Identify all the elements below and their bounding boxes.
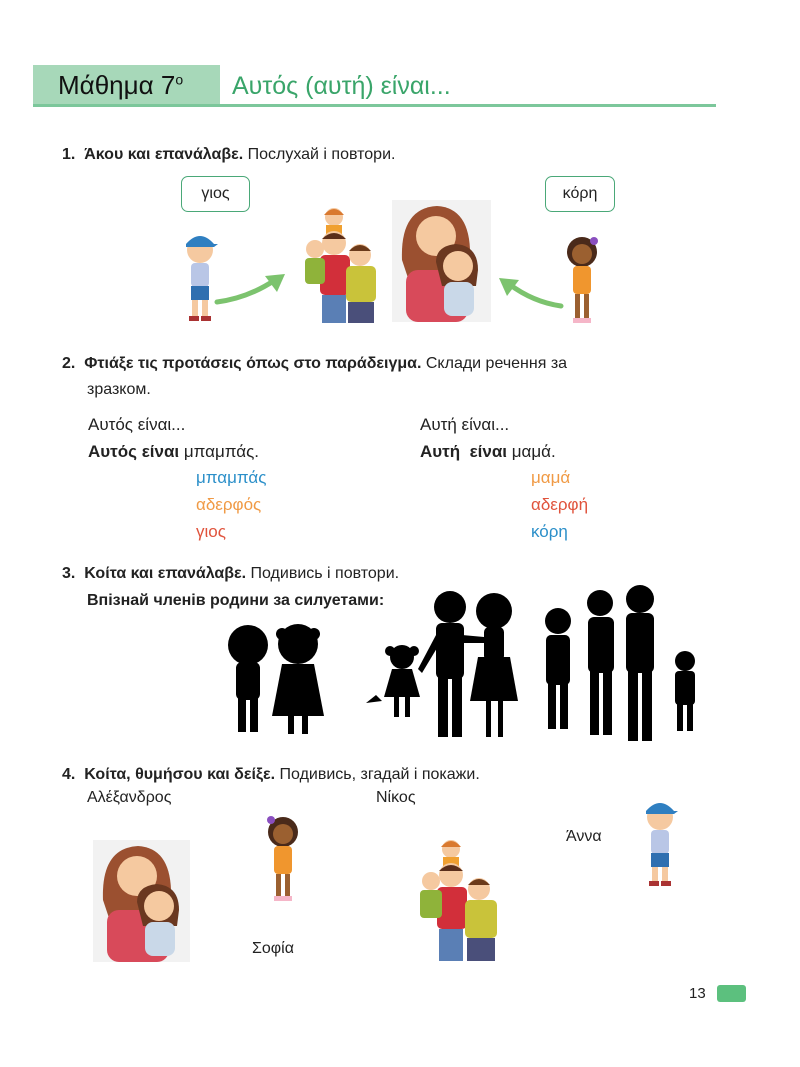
exercise-3-instruction: 3. Κοίτα και επανάλαβε. Подивись і повтори. (62, 565, 400, 582)
name-anna: Άννα (566, 828, 602, 845)
mother-with-daughter-illustration (93, 840, 190, 962)
arrow-left-icon (495, 272, 565, 312)
silhouette-parents-with-girl (362, 585, 522, 740)
title-underline (33, 104, 716, 107)
father-with-children-illustration (415, 835, 503, 961)
left-word-son: γιος (196, 522, 226, 541)
exercise-2-instruction-cont: зразком. (87, 381, 151, 398)
arrow-right-icon (213, 268, 288, 308)
page-tab-marker (717, 985, 746, 1002)
silhouette-family-walking (530, 585, 710, 745)
silhouette-siblings (218, 620, 328, 740)
mother-with-daughter-illustration (392, 200, 491, 322)
name-sofia: Σοφία (252, 940, 294, 957)
exercise-4-instruction: 4. Κοίτα, θυμήσου και δείξε. Подивись, згадай і покажи. (62, 766, 480, 783)
name-nikos: Νίκος (376, 789, 416, 806)
right-word-daughter: κόρη (531, 522, 568, 541)
girl-illustration (263, 812, 303, 904)
page-number: 13 (689, 985, 706, 1002)
exercise-2-instruction: 2. Φτιάξε τις προτάσεις όπως στο παράδειγμα. Склади речення за (62, 355, 568, 372)
word-card-daughter: κόρη (545, 176, 615, 212)
exercise-3-instruction-cont: Впізнай членів родини за силуетами: (87, 592, 385, 609)
left-word-brother: αδερφός (196, 495, 262, 514)
left-example: Αυτός είναι μπαμπάς. (88, 442, 260, 461)
boy-illustration (640, 797, 680, 889)
right-intro: Αυτή είναι... (420, 415, 510, 434)
girl-illustration (562, 232, 602, 327)
left-word-father: μπαμπάς (196, 468, 267, 487)
right-example: Αυτή είναι μαμά. (420, 442, 556, 461)
exercise-1-instruction: 1. Άκου και επανάλαβε. Послухай і повтори. (62, 146, 396, 163)
father-with-children-illustration (300, 203, 382, 323)
lesson-number: Μάθημα $7^o$ (58, 70, 184, 100)
right-word-mother: μαμά (531, 468, 571, 487)
lesson-title: Αυτός (αυτή) είναι... (232, 72, 451, 100)
name-alexandros: Αλέξανδρος (87, 789, 172, 806)
word-card-son: γιος (181, 176, 250, 212)
right-word-sister: αδερφή (531, 495, 589, 514)
left-intro: Αυτός είναι... (88, 415, 186, 434)
